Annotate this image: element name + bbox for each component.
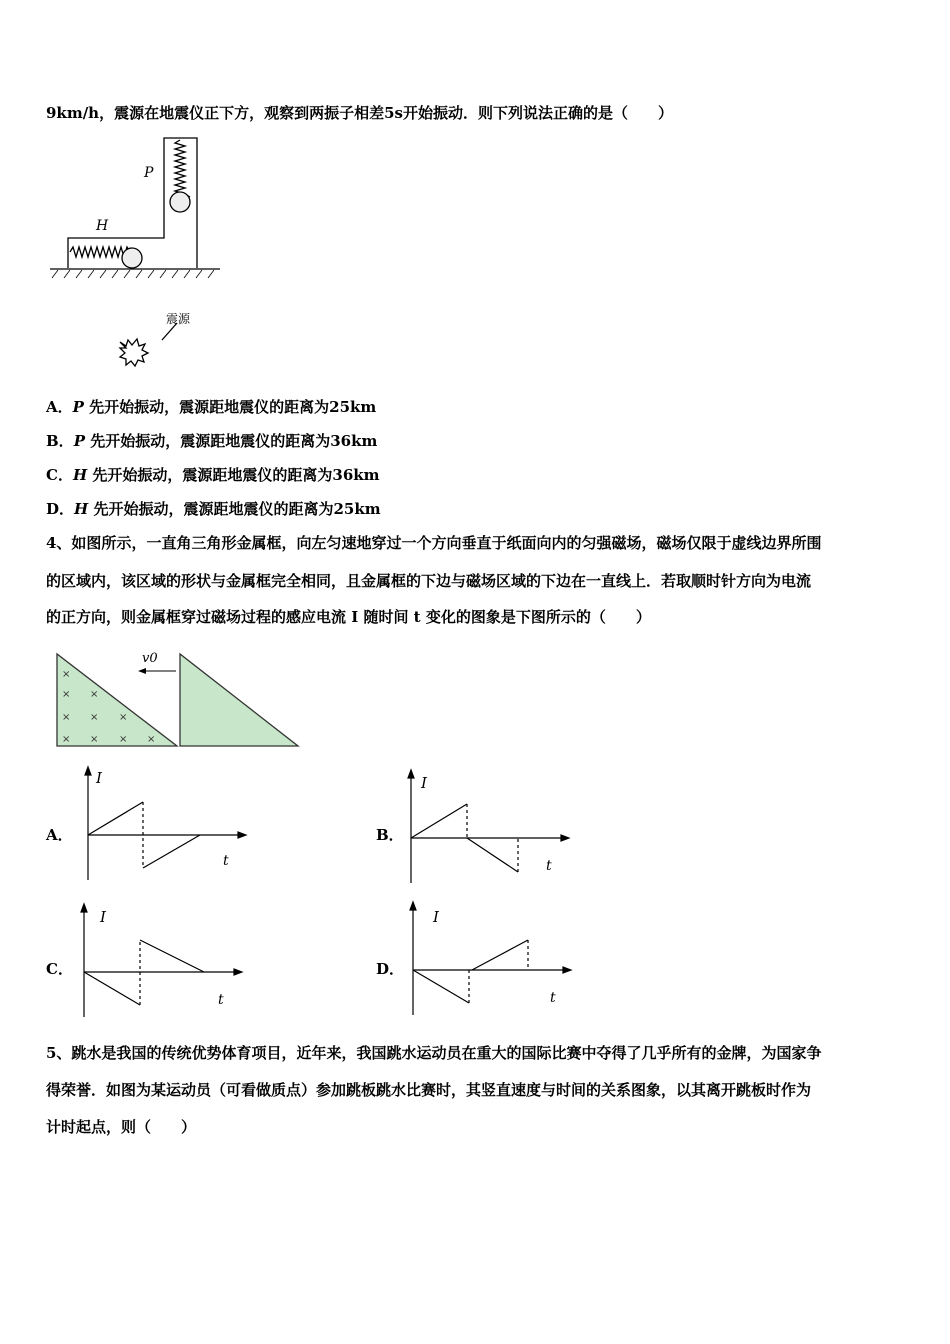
graph-b-xlabel: t [546,858,552,874]
graph-d [405,900,585,1020]
svg-text:×: × [62,734,71,745]
svg-text:×: × [147,734,156,745]
q4-stem-line-3: 的正方向，则金属框穿过磁场过程的感应电流 I 随时间 t 变化的图象是下图所示的（ ） [46,608,651,626]
triangle-field-figure [40,640,310,760]
graph-c-xlabel: t [218,992,224,1008]
graph-c [76,902,256,1022]
svg-text:×: × [90,689,99,700]
graph-a-option[interactable]: A． [46,826,73,844]
q4-stem-line-1: 4、如图所示，一直角三角形金属框，向左匀速地穿过一个方向垂直于纸面向内的匀强磁场，磁场仅限于虚线边界所围 [46,534,822,552]
graph-d-option[interactable]: D． [376,960,405,978]
svg-text:×: × [62,689,71,700]
q3-stem: 9km/h，震源在地震仪正下方，观察到两振子相差5s开始振动．则下列说法正确的是（ ） [46,104,673,122]
graph-b-option[interactable]: B． [376,826,404,844]
graph-a-ylabel: I [96,769,102,787]
svg-text:×: × [90,734,99,745]
q3-option-d[interactable]: D．H 先开始振动，震源距地震仪的距离为25km [46,500,381,518]
graph-d-ylabel: I [433,908,439,926]
q5-stem-line-2: 得荣誉．如图为某运动员（可看做质点）参加跳板跳水比赛时，其竖直速度与时间的关系图象，以其离开跳板时作为 [46,1081,812,1099]
q3-option-b[interactable]: B．P 先开始振动，震源距地震仪的距离为36km [46,432,378,450]
graph-c-ylabel: I [100,908,106,926]
svg-text:×: × [119,734,128,745]
q5-stem-line-3: 计时起点，则（ ） [46,1118,197,1136]
label-source: 震源 [166,312,191,326]
label-h: H [96,218,109,234]
graph-a-xlabel: t [223,853,229,869]
svg-text:×: × [62,669,71,680]
seismograph-figure [40,130,240,370]
svg-text:×: × [119,712,128,723]
graph-c-option[interactable]: C． [46,960,73,978]
graph-b-ylabel: I [421,774,427,792]
q4-stem-line-2: 的区域内，该区域的形状与金属框完全相同，且金属框的下边与磁场区域的下边在一直线上．若取顺时针方向为电流 [46,572,812,590]
q3-option-a[interactable]: A．P 先开始振动，震源距地震仪的距离为25km [46,398,377,416]
graph-a [80,765,260,885]
velocity-label: v0 [142,651,158,666]
svg-text:×: × [90,712,99,723]
q5-stem-line-1: 5、跳水是我国的传统优势体育项目，近年来，我国跳水运动员在重大的国际比赛中夺得了几乎所有的金牌，为国家争 [46,1044,822,1062]
svg-text:×: × [62,712,71,723]
q3-option-c[interactable]: C．H 先开始振动，震源距地震仪的距离为36km [46,466,380,484]
graph-d-xlabel: t [550,990,556,1006]
graph-b [403,768,583,888]
label-p: P [144,165,154,181]
